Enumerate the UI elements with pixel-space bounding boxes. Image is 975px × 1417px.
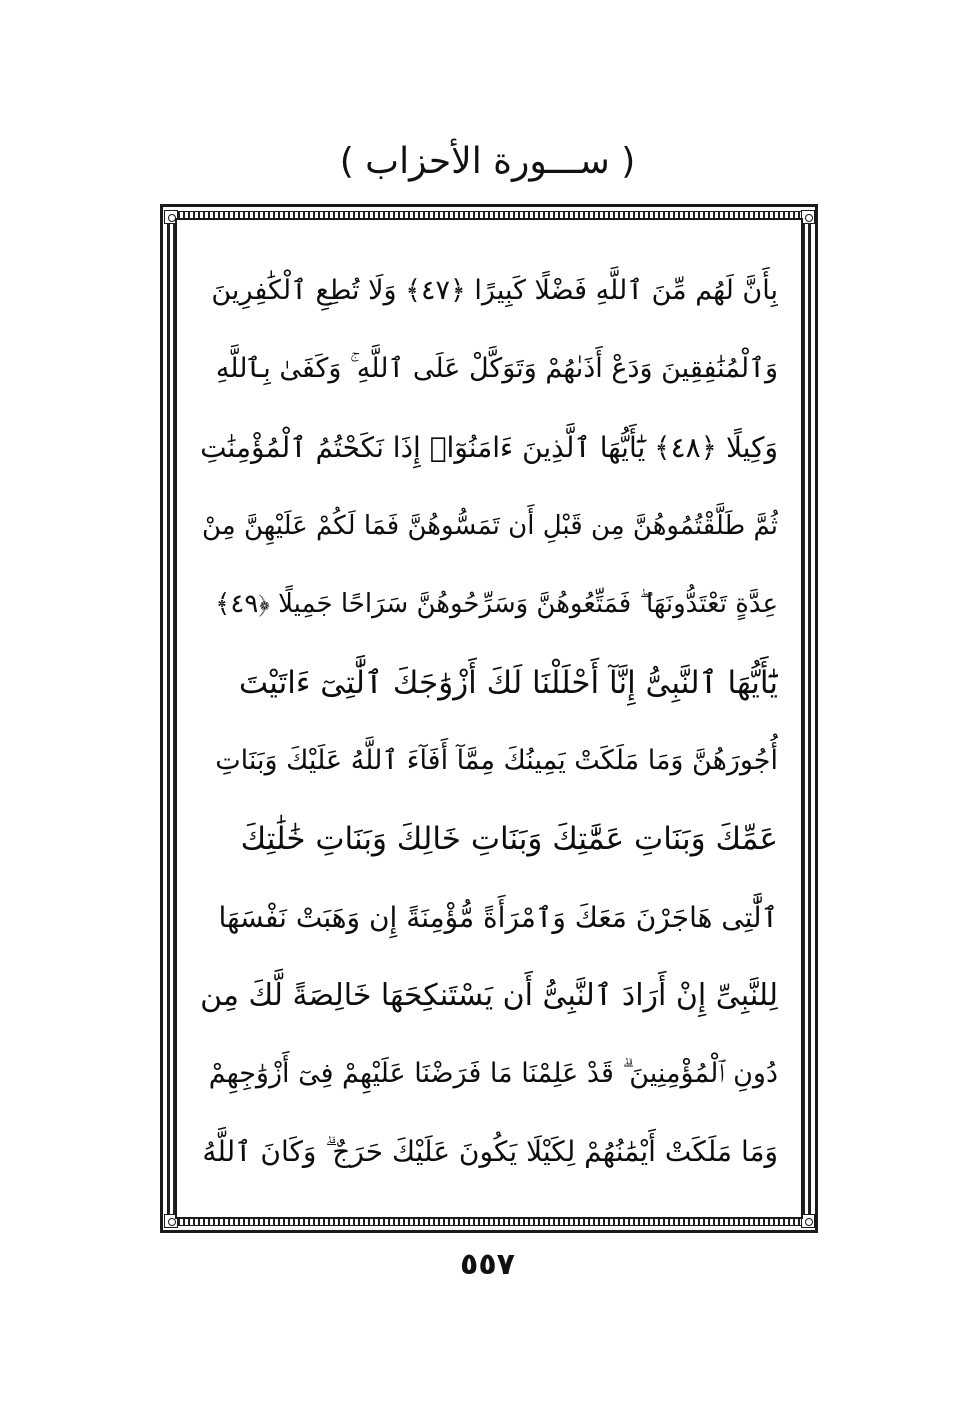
text-line: أُجُورَهُنَّ وَمَا مَلَكَتْ يَمِينُكَ مِمَّآ أَفَآءَ ٱللَّهُ عَلَيْكَ وَبَنَاتِ — [215, 744, 778, 776]
text-line: وَمَا مَلَكَتْ أَيْمَٰنُهُمْ لِكَيْلَا يَكُونَ عَلَيْكَ حَرَجٌ ۗ وَكَانَ ٱللَّهُ — [202, 1135, 778, 1169]
text-line: يَٰٓأَيُّهَا ٱلنَّبِىُّ إِنَّآ أَحْلَلْنَا لَكَ أَزْوَٰجَكَ ٱلَّٰتِىٓ ءَاتَيْتَ — [238, 664, 778, 701]
quran-text — [200, 252, 778, 1192]
text-line: عَمِّكَ وَبَنَاتِ عَمَّٰتِكَ وَبَنَاتِ خَالِكَ وَبَنَاتِ خَٰلَٰتِكَ — [240, 821, 778, 858]
text-line: بِأَنَّ لَهُم مِّنَ ٱللَّهِ فَضْلًا كَبِيرًا ﴿٤٧﴾ وَلَا تُطِعِ ٱلْكَٰفِرِينَ — [211, 275, 778, 307]
text-line: ثُمَّ طَلَّقْتُمُوهُنَّ مِن قَبْلِ أَن تَمَسُّوهُنَّ فَمَا لَكُمْ عَلَيْهِنَّ مِنْ — [201, 511, 778, 542]
frame-corner-top-right — [801, 210, 815, 224]
text-line: دُونِ ٱلْمُؤْمِنِينَ ۗ قَدْ عَلِمْنَا مَا فَرَضْنَا عَلَيْهِمْ فِىٓ أَزْوَٰجِهِمْ — [208, 1058, 778, 1090]
text-line: عِدَّةٍ تَعْتَدُّونَهَا ۖ فَمَتِّعُوهُنَّ وَسَرِّحُوهُنَّ سَرَاحًا جَمِيلًا ﴿٤٩﴾ — [215, 589, 778, 620]
text-line: لِلنَّبِىِّ إِنْ أَرَادَ ٱلنَّبِىُّ أَن يَسْتَنكِحَهَا خَالِصَةً لَّكَ مِن — [200, 977, 778, 1013]
text-line: وَكِيلًا ﴿٤٨﴾ يَٰٓأَيُّهَا ٱلَّذِينَ ءَامَنُوٓا۟ إِذَا نَكَحْتُمُ ٱلْمُؤْمِنَٰتِ — [200, 430, 778, 464]
frame-corner-bottom-right — [801, 1214, 815, 1228]
page-number: ٥٥٧ — [460, 1247, 515, 1282]
text-line: وَٱلْمُنَٰفِقِينَ وَدَعْ أَذَىٰهُمْ وَتَوَكَّلْ عَلَى ٱللَّهِ ۚ وَكَفَىٰ بِٱللَّهِ — [215, 353, 778, 385]
surah-title: ( ســـورة الأحزاب ) — [339, 141, 636, 182]
text-line: ٱلَّٰتِى هَاجَرْنَ مَعَكَ وَٱمْرَأَةً مُّؤْمِنَةً إِن وَهَبَتْ نَفْسَهَا — [218, 900, 778, 934]
